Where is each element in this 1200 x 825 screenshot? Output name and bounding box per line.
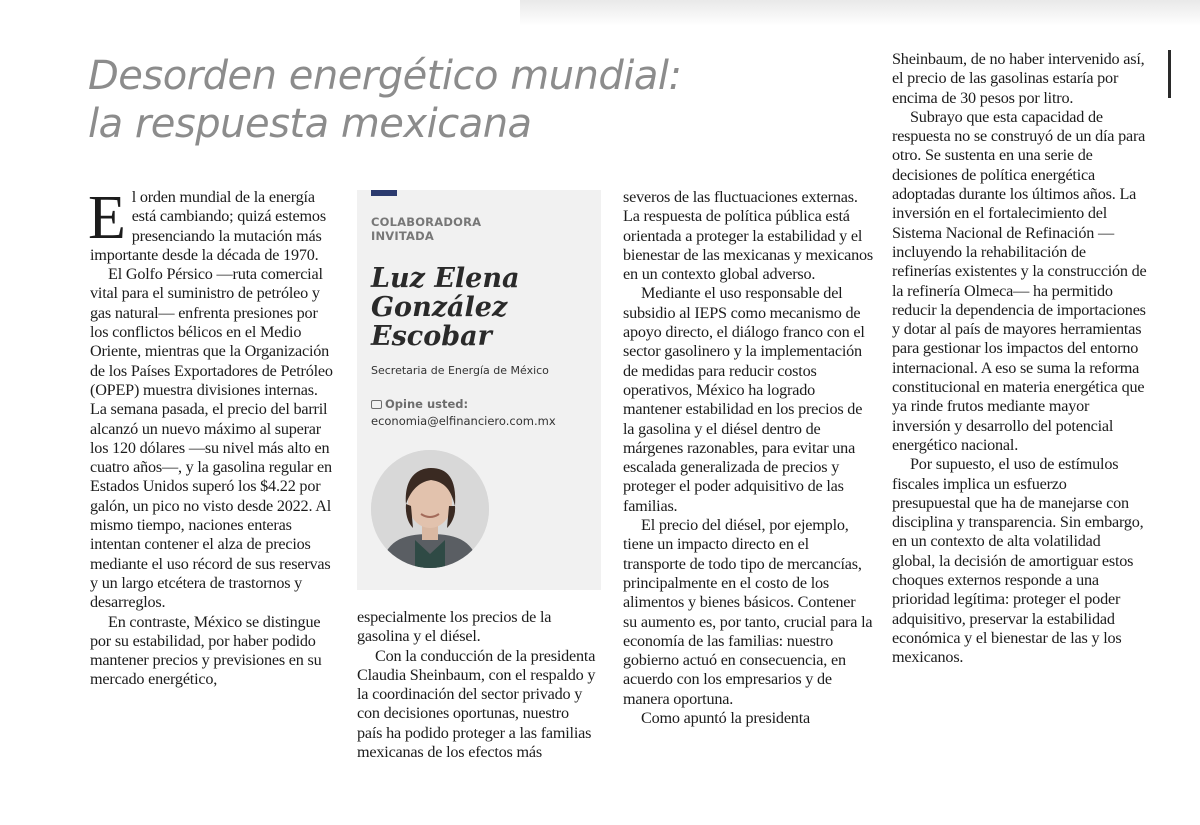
article-headline [88,52,808,148]
article-column-3 [623,188,873,728]
paragraph: En contraste, México se distingue por su estabilidad, por haber podido mantener precios y previsiones en su mercado energético, [90,612,322,689]
headline-line-2: la respuesta mexicana [88,101,532,147]
paragraph: Por supuesto, el uso de estímulos fiscales implica un esfuerzo presupuestal que ha de manejarse con disciplina y transparencia. Sin embargo, en un contexto de alta volatilidad global, la decisión de amortiguar estos choques externos responde a una prioridad legítima: proteger el poder adquisitivo, preservar la estabilidad económica y el bienestar de las y los mexicanos. [892,455,1144,667]
article-column-1 [88,184,335,690]
author-kicker: COLABORADORA INVITADA [371,215,482,243]
article-column-4 [892,50,1147,668]
paragraph: El orden mundial de la energía está cambiando; quizá estemos presenciando la mutación más importante desde la década de 1970. [88,184,326,264]
paragraph: El Golfo Pérsico —ruta comercial vital para el suministro de petróleo y gas natural— enfrenta presiones por los conflictos bélicos en el Medio Oriente, mientras que la Organización de los Países Exportadores de Petróleo (OPEP) muestra divisiones internas. La semana pasada, el precio del barril alcanzó un nuevo máximo al superar los 120 dólares —su nivel más alto en cuatro años—, y la gasolina regular en Estados Unidos superó los $4.22 por galón, un pico no visto desde 2022. Al mismo tiempo, naciones enteras intentan contener el alza de precios mediante el uso récord de sus reservas y un largo etcétera de trastornos y desarreglos. [90,265,333,612]
guest-author-box [357,190,601,590]
chat-bubble-icon [371,400,382,409]
paragraph: Mediante el uso responsable del subsidio al IEPS como mecanismo de apoyo directo, el diálogo franco con el sector gasolinero y la implementación de medidas para reducir costos operativos, México ha logrado mantener estabilidad en los precios de la gasolina y el diésel dentro de márgenes razonables, para evitar una escalada generalizada de precios y proteger el poder adquisitivo de las familias. [623,284,865,515]
paragraph: Como apuntó la presidenta [641,709,810,728]
paragraph: Sheinbaum, de no haber intervenido así, el precio de las gasolinas estaría por encima de 30 pesos por litro. [892,50,1145,107]
paragraph: El precio del diésel, por ejemplo, tiene un impacto directo en el transporte de todo tipo de mercancías, principalmente en el costo de los alimentos y bienes básicos. Contener su aumento es, por tanto, crucial para la economía de las familias: nuestro gobierno actuó en consecuencia, en acuerdo con los empresarios y de manera oportuna. [623,516,873,708]
page-edge-bar [1168,50,1171,98]
drop-cap: E [88,184,126,252]
paragraph: especialmente los precios de la gasolina y el diésel. [357,608,552,646]
author-email[interactable]: economia@elfinanciero.com.mx [371,414,556,428]
paragraph: Subrayo que esta capacidad de respuesta no se construyó de un día para otro. Se sustenta en una serie de decisiones de política energética adoptadas durante los últimos años. La inversión en el fortalecimiento del Sistema Nacional de Refinación —incluyendo la rehabilitación de refinerías existentes y la construcción de la refinería Olmeca— ha permitido reducir la dependencia de importaciones y dotar al país de mayores herramientas para gestionar los impactos del entorno internacional. A eso se suma la reforma constitucional en materia energética que ya rinde frutos mediante mayor inversión y desarrollo del potencial energético nacional. [892,107,1147,454]
headline-line-1: Desorden energético mundial: [88,53,682,99]
opine-label: Opine usted: [371,397,591,411]
paragraph: Con la conducción de la presidenta Claudia Sheinbaum, con el respaldo y la coordinación del sector privado y con decisiones oportunas, nuestro país ha podido proteger a las familias mexicanas de los efectos más [357,646,596,762]
accent-bar [371,190,397,196]
paragraph: severos de las fluctuaciones externas. La respuesta de política pública está orientada a proteger la estabilidad y el bienestar de las mexicanas y mexicanos en un contexto global adverso. [623,188,873,284]
author-portrait-icon [371,450,489,568]
author-photo [371,450,489,568]
author-role: Secretaria de Energía de México [371,364,549,377]
author-name: Luz Elena González Escobar [371,263,520,352]
article-column-2 [357,608,597,762]
scan-shadow [520,0,1200,26]
